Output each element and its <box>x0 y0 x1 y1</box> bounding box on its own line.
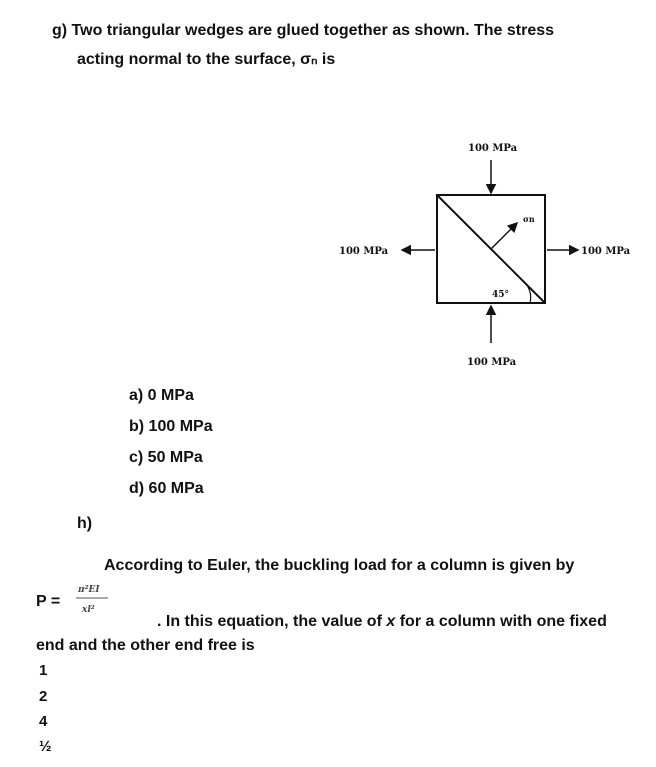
question-h-text-line2 <box>157 613 607 631</box>
line2-after: for a column with one fixed <box>395 613 607 630</box>
question-g-text-line1: g) Two triangular wedges are glued together as shown. The stress <box>52 22 555 39</box>
top-load-label: 100 MPa <box>468 143 518 154</box>
angle-label: 45° <box>492 290 510 300</box>
question-h-text-line1: According to Euler, the buckling load for a column is given by <box>104 557 575 574</box>
line2-before: . In this equation, the value of <box>157 613 387 630</box>
formula-lhs: P = <box>36 593 61 610</box>
angle-arc <box>522 280 531 303</box>
option-b: b) 100 MPa <box>129 418 213 435</box>
option-a: a) 0 MPa <box>129 387 194 404</box>
option-c: c) 50 MPa <box>129 449 203 466</box>
stress-wedge-diagram <box>330 130 650 380</box>
question-h-text-line3: end and the other end free is <box>36 637 255 654</box>
sigma-n-arrow <box>491 223 517 249</box>
euler-formula <box>36 578 156 622</box>
question-h-label: h) <box>77 515 93 532</box>
right-load-label: 100 MPa <box>581 246 631 257</box>
line2-variable: x <box>386 613 396 630</box>
formula-denominator: xl² <box>82 605 95 615</box>
answer-1: 1 <box>39 662 48 679</box>
option-d: d) 60 MPa <box>129 480 204 497</box>
question-g-text-line2: acting normal to the surface, σₙ is <box>77 51 336 68</box>
bottom-load-label: 100 MPa <box>467 357 517 368</box>
formula-numerator: π²EI <box>78 585 100 595</box>
answer-4: 4 <box>39 713 48 730</box>
sigma-n-label: σn <box>523 214 535 224</box>
answer-half: ½ <box>39 738 52 755</box>
left-load-label: 100 MPa <box>339 246 389 257</box>
answer-2: 2 <box>39 688 48 705</box>
